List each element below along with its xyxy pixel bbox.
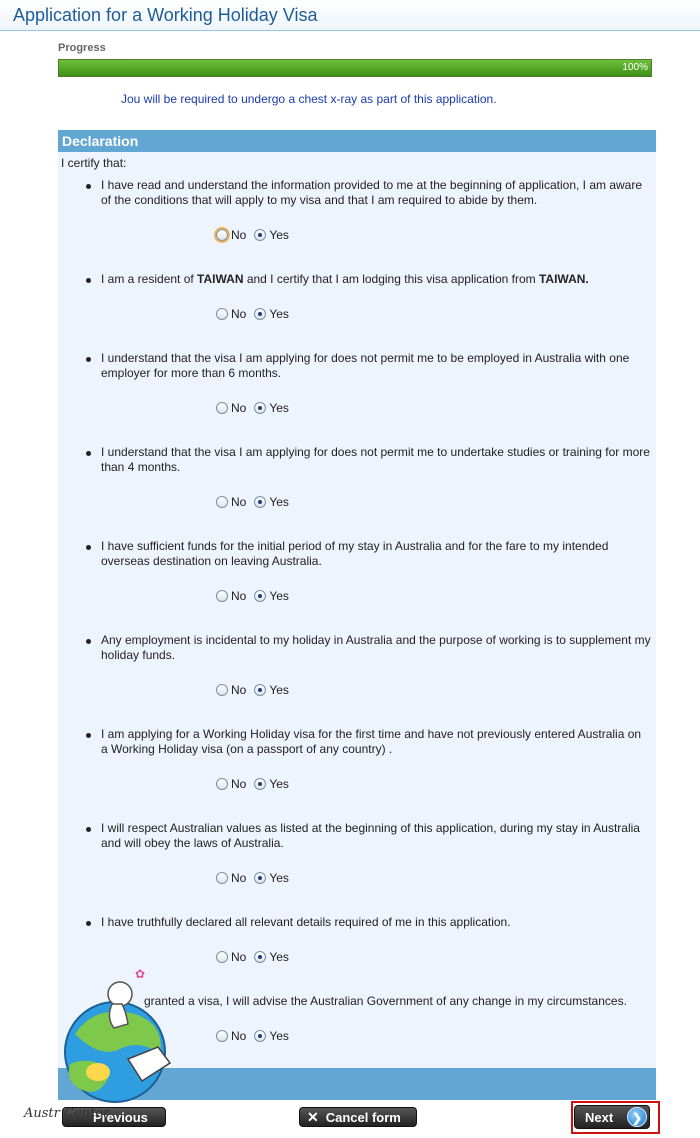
no-radio[interactable] (216, 684, 228, 696)
declaration-statement: I have truthfully declared all relevant details required of me in this application. (101, 915, 511, 929)
close-icon: ✕ (307, 1108, 319, 1125)
bullet (86, 639, 91, 644)
yes-label: Yes (269, 871, 289, 885)
no-radio[interactable] (216, 590, 228, 602)
radio-group (216, 682, 297, 698)
yes-label: Yes (269, 307, 289, 321)
no-radio[interactable] (216, 496, 228, 508)
yes-radio[interactable] (254, 308, 266, 320)
yes-label: Yes (269, 683, 289, 697)
yes-radio[interactable] (254, 951, 266, 963)
previous-label: Previous (93, 1109, 148, 1125)
declaration-statement: I have read and understand the information provided to me at the beginning of application, I am aware of the conditions that will apply to my visa and that I am required to abide by them. (101, 178, 643, 207)
yes-label: Yes (269, 1029, 289, 1043)
radio-group (216, 776, 297, 792)
no-label: No (231, 683, 247, 697)
declaration-panel (58, 130, 656, 1100)
radio-group (216, 1028, 297, 1044)
radio-group (216, 227, 297, 243)
yes-label: Yes (269, 401, 289, 415)
no-radio[interactable] (216, 308, 228, 320)
bullet (86, 278, 91, 283)
declaration-intro: I certify that: (61, 156, 127, 170)
yes-radio[interactable] (254, 1030, 266, 1042)
yes-radio[interactable] (254, 778, 266, 790)
progress-fill (59, 60, 651, 76)
declaration-statement: I am a resident of TAIWAN and I certify that I am lodging this visa application from TAIWAN. (101, 272, 589, 286)
cancel-form-label: Cancel form (325, 1109, 401, 1125)
no-label: No (231, 777, 247, 791)
no-label: No (231, 871, 247, 885)
bullet (86, 545, 91, 550)
no-label: No (231, 307, 247, 321)
watermark-text: Austr Center (24, 1106, 110, 1121)
radio-group (216, 400, 297, 416)
progress-bar (58, 59, 652, 77)
no-label: No (231, 1029, 247, 1043)
yes-label: Yes (269, 228, 289, 242)
no-label: No (231, 228, 247, 242)
no-label: No (231, 401, 247, 415)
yes-radio[interactable] (254, 872, 266, 884)
declaration-statement: I have sufficient funds for the initial period of my stay in Australia and for the fare to my intended overseas destination on leaving Australia. (101, 539, 609, 568)
page-title: Application for a Working Holiday Visa (13, 5, 318, 25)
no-label: No (231, 495, 247, 509)
no-radio[interactable] (216, 229, 228, 241)
next-button-highlight (571, 1101, 660, 1134)
declaration-header: Declaration (58, 130, 656, 152)
yes-label: Yes (269, 589, 289, 603)
bullet (86, 184, 91, 189)
radio-group (216, 306, 297, 322)
declaration-statement: granted a visa, I will advise the Australian Government of any change in my circumstances. (144, 994, 627, 1008)
chest-xray-notice: Jou will be required to undergo a chest x-ray as part of this application. (121, 92, 497, 106)
yes-radio[interactable] (254, 496, 266, 508)
yes-radio[interactable] (254, 402, 266, 414)
progress-label: Progress (58, 42, 106, 54)
bullet (86, 451, 91, 456)
yes-label: Yes (269, 950, 289, 964)
watermark-logo (20, 964, 220, 1134)
progress-percent: 100% (622, 62, 648, 73)
bullet (86, 733, 91, 738)
yes-radio[interactable] (254, 590, 266, 602)
no-radio[interactable] (216, 778, 228, 790)
no-label: No (231, 950, 247, 964)
globe-mascot-icon (20, 964, 220, 1114)
yes-label: Yes (269, 777, 289, 791)
no-radio[interactable] (216, 872, 228, 884)
bullet (86, 357, 91, 362)
no-label: No (231, 589, 247, 603)
no-radio[interactable] (216, 402, 228, 414)
radio-group (216, 494, 297, 510)
declaration-statement: I understand that the visa I am applying for does not permit me to be employed in Australia with one employer for more than 6 months. (101, 351, 630, 380)
no-radio[interactable] (216, 951, 228, 963)
radio-group (216, 949, 297, 965)
bullet (86, 921, 91, 926)
cancel-form-button[interactable] (299, 1107, 417, 1127)
arrow-right-icon: ❯ (627, 1107, 647, 1127)
next-label: Next (585, 1109, 614, 1125)
yes-radio[interactable] (254, 684, 266, 696)
radio-group (216, 870, 297, 886)
title-bar (0, 0, 700, 31)
declaration-statement: I understand that the visa I am applying for does not permit me to undertake studies or training for more than 4 months. (101, 445, 650, 474)
radio-group (216, 588, 297, 604)
bullet (86, 827, 91, 832)
svg-text:✿: ✿ (135, 967, 146, 981)
yes-label: Yes (269, 495, 289, 509)
declaration-statement: I will respect Australian values as listed at the beginning of this application, during my stay in Australia and will obey the laws of Australia. (101, 821, 640, 850)
declaration-statement: I am applying for a Working Holiday visa for the first time and have not previously entered Australia on a Working Holiday visa (on a passport of any country) . (101, 727, 642, 756)
yes-radio[interactable] (254, 229, 266, 241)
declaration-statement: Any employment is incidental to my holiday in Australia and the purpose of working is to supplement my holiday funds. (101, 633, 651, 662)
